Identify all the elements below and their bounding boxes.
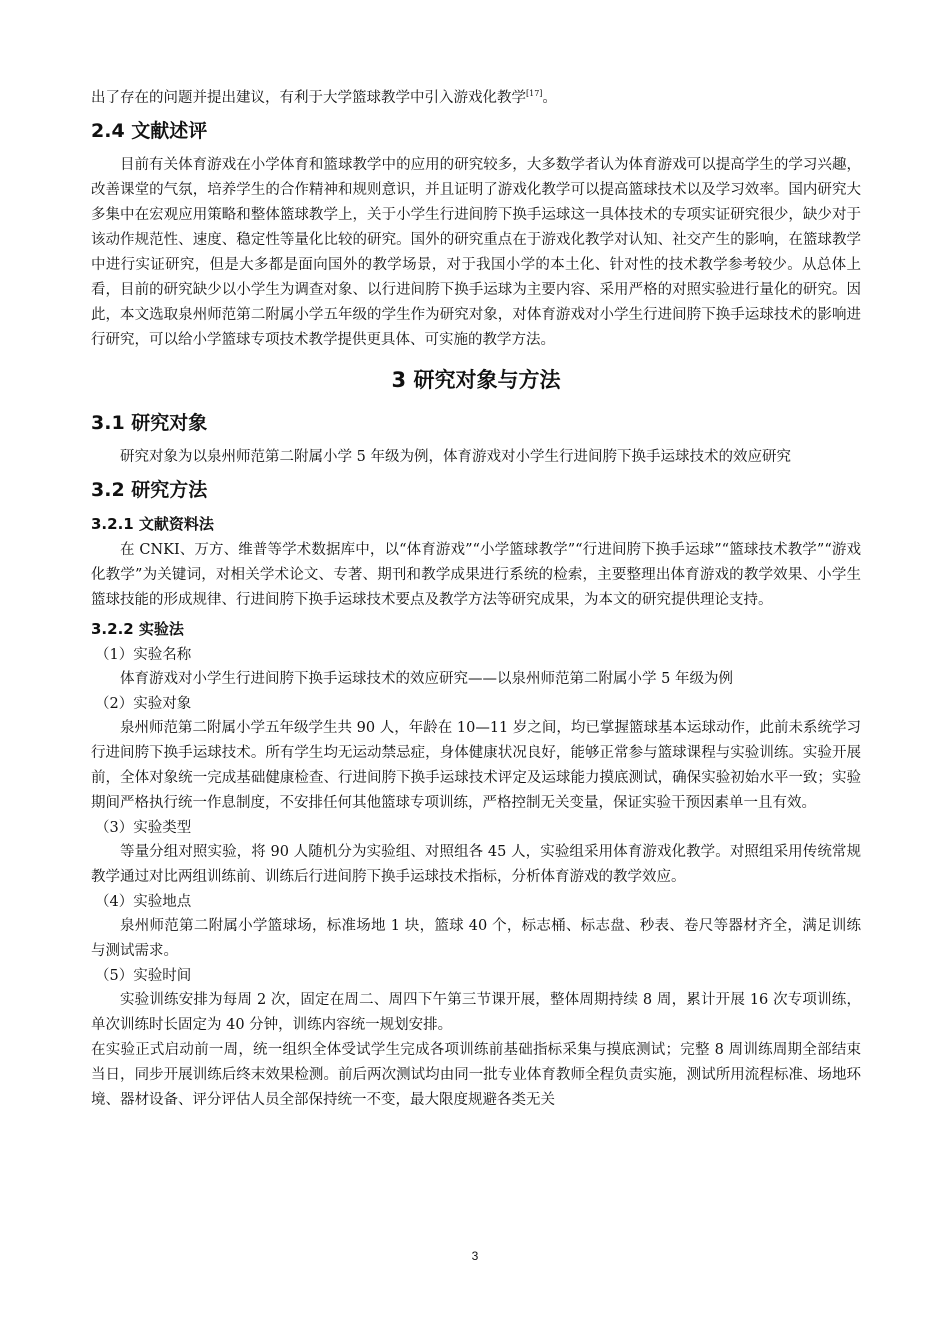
paragraph-experiment-name: 体育游戏对小学生行进间胯下换手运球技术的效应研究——以泉州师范第二附属小学 5 年级为例 xyxy=(120,671,733,687)
paragraph-literature-review: 目前有关体育游戏在小学体育和篮球教学中的应用的研究较多，大多数学者认为体育游戏可以提高学生的学习兴趣，改善课堂的气氛，培养学生的合作精神和规则意识，并且证明了游戏化教学可以提高篮球技术以及学习效率。国内研究大多集中在宏观应用策略和整体篮球教学上，关于小学生行进间胯下换手运球这一具体技术的专项实证研究很少，缺少对于该动作规范性、速度、稳定性等量化比较的研究。国外的研究重点在于游戏化教学对认知、社交产生的影响，在篮球教学中进行实证研究，但是大多都是面向国外的教学场景，对于我国小学的本土化、针对性的技术教学参考较少。从总体上看，目前的研究缺少以小学生为调查对象、以行进间胯下换手运球为主要内容、采用严格的对照实验进行量化的研究。因此，本文选取泉州师范第二附属小学五年级的学生作为研究对象，对体育游戏对小学生行进间胯下换手运球技术的影响进行研究，可以给小学篮球专项技术教学提供更具体、可实施的教学方法。 xyxy=(91,157,861,348)
intro-period: 。 xyxy=(542,90,557,106)
paragraph-experiment-time: 实验训练安排为每周 2 次，固定在周二、周四下午第三节课开展，整体周期持续 8 周，累计开展 16 次专项训练，单次训练时长固定为 40 分钟，训练内容统一规划安排。 xyxy=(91,992,861,1033)
item-experiment-subjects-label: （2）实验对象 xyxy=(95,696,192,712)
heading-2-4: 2.4 文献述评 xyxy=(91,120,208,142)
heading-3-2-1: 3.2.1 文献资料法 xyxy=(91,515,214,533)
paragraph-experiment-type: 等量分组对照实验，将 90 人随机分为实验组、对照组各 45 人，实验组采用体育游戏化教学。对照组采用传统常规教学通过对比两组训练前、训练后行进间胯下换手运球技术指标，分析体育游戏的教学效应。 xyxy=(91,844,861,885)
item-experiment-name-label: （1）实验名称 xyxy=(95,647,192,663)
item-experiment-location-label: （4）实验地点 xyxy=(95,894,192,910)
heading-3-2-2: 3.2.2 实验法 xyxy=(91,620,184,638)
paragraph-experiment-subjects: 泉州师范第二附属小学五年级学生共 90 人，年龄在 10—11 岁之间，均已掌握篮球基本运球动作，此前未系统学习行进间胯下换手运球技术。所有学生均无运动禁忌症，身体健康状况良好，能够正常参与篮球课程与实验训练。实验开展前，全体对象统一完成基础健康检查、行进间胯下换手运球技术评定及运球能力摸底测试，确保实验初始水平一致；实验期间严格执行统一作息制度，不安排任何其他篮球专项训练，严格控制无关变量，保证实验干预因素单一且有效。 xyxy=(91,720,861,811)
item-experiment-time-label: （5）实验时间 xyxy=(95,968,192,984)
page-content xyxy=(91,86,861,1113)
paragraph-experiment-location: 泉州师范第二附属小学篮球场，标准场地 1 块，篮球 40 个，标志桶、标志盘、秒表、卷尺等器材齐全，满足训练与测试需求。 xyxy=(91,918,861,959)
citation-17: [17] xyxy=(526,89,543,99)
paragraph-literature-method: 在 CNKI、万方、维普等学术数据库中，以“体育游戏”“小学篮球教学”“行进间胯下换手运球”“篮球技术教学”“游戏化教学”为关键词，对相关学术论文、专著、期刊和教学成果进行系统的检索，主要整理出体育游戏的教学效果、小学生篮球技能的形成规律、行进间胯下换手运球技术要点及教学方法等研究成果，为本文的研究提供理论支持。 xyxy=(91,542,861,608)
heading-3-1: 3.1 研究对象 xyxy=(91,412,208,434)
heading-chapter-3: 3 研究对象与方法 xyxy=(391,368,561,392)
item-experiment-type-label: （3）实验类型 xyxy=(95,820,192,836)
intro-text: 出了存在的问题并提出建议，有利于大学篮球教学中引入游戏化教学 xyxy=(91,90,526,106)
paragraph-research-object: 研究对象为以泉州师范第二附属小学 5 年级为例，体育游戏对小学生行进间胯下换手运球技术的效应研究 xyxy=(120,449,791,465)
heading-3-2: 3.2 研究方法 xyxy=(91,479,208,501)
paragraph-intro xyxy=(91,86,861,111)
page-number: 3 xyxy=(471,1249,479,1263)
paragraph-test-procedure: 在实验正式启动前一周，统一组织全体受试学生完成各项训练前基础指标采集与摸底测试；完整 8 周训练周期全部结束当日，同步开展训练后终末效果检测。前后两次测试均由同一批专业体育教师全程负责实施，测试所用流程标准、场地环境、器材设备、评分评估人员全部保持统一不变，最大限度规避各类无关 xyxy=(91,1042,861,1108)
